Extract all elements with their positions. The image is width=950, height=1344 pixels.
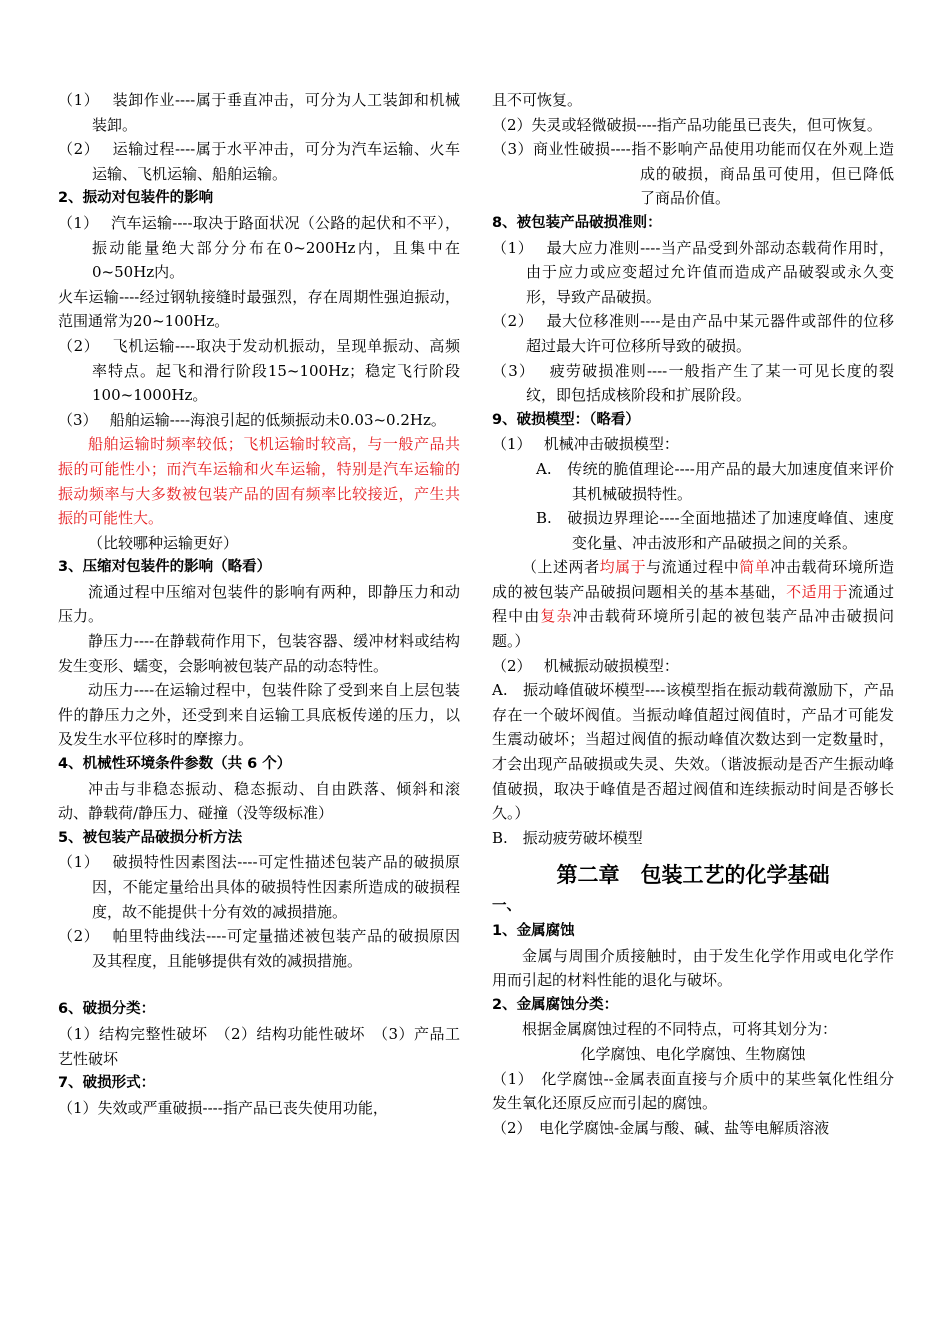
paragraph-corrosion-class: 根据金属腐蚀过程的不同特点，可将其划分为： xyxy=(522,1020,838,1039)
paragraph-damage-class: （1）结构完整性破坏 （2）结构功能性破坏 （3）产品工艺性破坏 xyxy=(58,1024,460,1068)
highlight-text: 复杂 xyxy=(540,607,573,626)
paragraph-transport: （2） 运输过程----属于水平冲击，可分为汽车运输、火车运输、飞机运输、船舶运输。 xyxy=(58,140,460,183)
chapter-title: 第二章 包装工艺的化学基础 xyxy=(556,863,830,888)
paragraph-vibration-model: （2） 机械振动破损模型： xyxy=(492,656,679,675)
paragraph-aircraft: （2） 飞机运输----取决于发动机振动，呈现单振动、高频率特点。起飞和滑行阶段15~100Hz；稳定飞行阶段100~1000Hz。 xyxy=(58,336,460,405)
paragraph-truck: （1） 汽车运输----取决于路面状况（公路的起伏和不平），振动能量绝大部分分布在0~200Hz内，且集中在0~50Hz内。 xyxy=(58,213,460,282)
paragraph-failure: （1）失效或严重破损----指产品已丧失使用功能， xyxy=(58,1098,388,1117)
highlight-resonance-note: 船舶运输时频率较低；飞机运输时较高，与一般产品共振的可能性小；而汽车运输和火车运输，特别是汽车运输的振动频率与大多数被包装产品的固有频率比较接近，产生共振的可能性大。 xyxy=(58,435,460,528)
paragraph-minor-damage: （2）失灵或轻微破损----指产品功能虽已丧失，但可恢复。 xyxy=(492,115,882,134)
paragraph-chemical-corrosion: （1） 化学腐蚀--金属表面直接与介质中的某些氧化性组分发生氧化还原反应而引起的腐蚀。 xyxy=(492,1069,894,1113)
paragraph-metal-corrosion: 金属与周围介质接触时，由于发生化学作用或电化学作用而引起的材料性能的退化与破坏。 xyxy=(492,946,894,990)
paragraph-max-stress: （1） 最大应力准则----当产品受到外部动态载荷作用时，由于应力或应变超过允许值而造成产品破裂或永久变形，导致产品破损。 xyxy=(492,238,894,306)
heading-compression: 3、压缩对包装件的影响（略看） xyxy=(58,559,272,576)
heading-damage-form: 7、破损形式： xyxy=(58,1075,156,1092)
paragraph-dynamic-pressure: 动压力----在运输过程中，包装件除了受到来自上层包装件的静压力之外，还受到来自运输工具底板传递的压力，以及发生水平位移时的摩擦力。 xyxy=(58,681,460,749)
paragraph-failure-cont: 且不可恢复。 xyxy=(492,91,583,109)
left-column xyxy=(58,88,460,1120)
highlight-text: 简单 xyxy=(739,558,771,577)
heading-metal-corrosion: 1、金属腐蚀 xyxy=(492,923,575,939)
heading-corrosion-class: 2、金属腐蚀分类： xyxy=(492,996,619,1013)
paragraph-max-displacement: （2） 最大位移准则----是由产品中某元器件或部件的位移超过最大许可位移所导致的破损。 xyxy=(492,312,894,355)
paragraph-fatigue-model: B. 振动疲劳破坏模型 xyxy=(492,828,643,847)
paragraph-parameters: 冲击与非稳态振动、稳态振动、自由跌落、倾斜和滚动、静载荷/静压力、碰撞（没等级标准） xyxy=(58,779,460,823)
heading-parameters: 4、机械性环境条件参数（共 6 个） xyxy=(58,756,292,773)
paragraph-compression: 流通过程中压缩对包装件的影响有两种，即静压力和动压力。 xyxy=(58,582,460,626)
paragraph-shock-model: （1） 机械冲击破损模型： xyxy=(492,435,679,454)
right-column xyxy=(492,88,894,1140)
paragraph-ship: （3） 船舶运输----海浪引起的低频振动未0.03~0.2Hz。 xyxy=(58,410,446,429)
heading-damage-class: 6、破损分类： xyxy=(58,1001,156,1018)
paragraph-electrochemical-corrosion: （2） 电化学腐蚀-金属与酸、碱、盐等电解质溶液 xyxy=(492,1118,830,1137)
text-run: 与流通过程中 xyxy=(646,558,740,577)
paragraph-loading: （1） 装卸作业----属于垂直冲击，可分为人工装卸和机械装卸。 xyxy=(58,91,460,134)
paragraph-fatigue: （3） 疲劳破损准则----一般指产生了某一可见长度的裂纹，即包括成核阶段和扩展阶段。 xyxy=(492,361,894,405)
paragraph-fragility-theory: A. 传统的脆值理论----用产品的最大加速度值来评价其机械破损特性。 xyxy=(536,459,894,503)
paragraph-train: 火车运输----经过钢轨接缝时最强烈，存在周期性强迫振动，范围通常为20~100Hz。 xyxy=(58,287,460,331)
heading-vibration: 2、振动对包装件的影响 xyxy=(58,190,214,207)
paragraph-pareto: （2） 帕里特曲线法----可定量描述被包装产品的破损原因及其程度，且能够提供有效的减损措施。 xyxy=(58,927,460,970)
paragraph-static-pressure: 静压力----在静载荷作用下，包装容器、缓冲材料或结构发生变形、蠕变，会影响被包装产品的动态特性。 xyxy=(58,632,460,675)
heading-models: 9、破损模型：（略看） xyxy=(492,411,640,428)
text-run: 流通过程中由 xyxy=(492,582,894,626)
heading-analysis: 5、被包装产品破损分析方法 xyxy=(58,829,243,846)
highlight-text: 不适用于 xyxy=(786,582,849,601)
paragraph-peak-model: A. 振动峰值破坏模型----该模型指在振动载荷激励下，产品存在一个破坏阀值。当振动峰值超过阀值时，产品才可能发生震动破坏；当超过阀值的振动峰值次数达到一定数量时，才会出现产品破损或失灵、失效。（谐波振动是否产生振动峰值破损，取决于峰值是否超过阀值和连续振动时间是否够长久。） xyxy=(492,681,894,823)
paragraph-corrosion-types: 化学腐蚀、电化学腐蚀、生物腐蚀 xyxy=(580,1044,806,1063)
paragraph-applicability-note xyxy=(492,555,894,653)
spacer xyxy=(58,973,460,997)
heading-criteria: 8、被包装产品破损准则： xyxy=(492,214,662,231)
paragraph-commercial-damage: （3）商业性破损----指不影响产品使用功能而仅在外观上造成的破损，商品虽可使用，但已降低了商品价值。 xyxy=(492,140,894,208)
text-run: （上述两者 xyxy=(522,558,600,577)
paragraph-factor-diagram: （1） 破损特性因素图法----可定性描述包装产品的破损原因，不能定量给出具体的破损特性因素所造成的破损程度，故不能提供十分有效的减损措施。 xyxy=(58,853,460,921)
highlight-text: 均属于 xyxy=(599,558,647,577)
section-number: 一、 xyxy=(492,898,521,915)
note-compare: （比较哪种运输更好） xyxy=(88,533,239,552)
text-run: 冲击载荷环境所引起的被包装产品冲击破损问题。） xyxy=(492,607,894,651)
paragraph-boundary-theory: B. 破损边界理论----全面地描述了加速度峰值、速度变化量、冲击波形和产品破损之间的关系。 xyxy=(536,509,894,552)
text-run: 冲击载荷环境所造成的被包装产品破损问题相关的基本基础， xyxy=(492,558,894,601)
